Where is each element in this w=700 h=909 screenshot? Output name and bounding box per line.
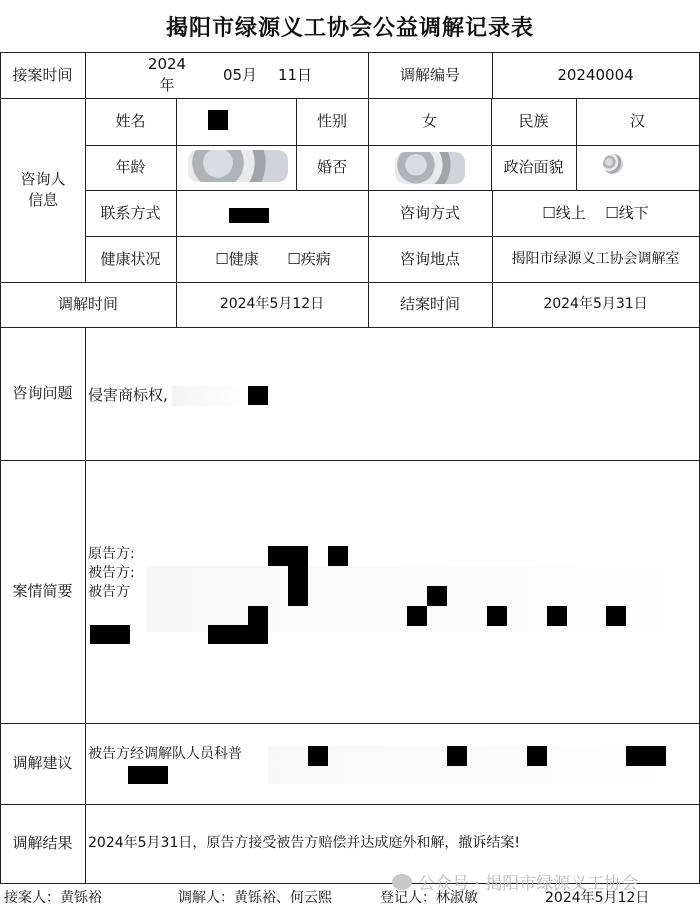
redacted-summary-11 bbox=[606, 606, 626, 626]
case-day: 11日 bbox=[277, 65, 313, 84]
name-label: 姓名 bbox=[115, 112, 146, 130]
marital-label: 婚否 bbox=[316, 158, 347, 176]
watermark-text: 公众号 · 揭阳市绿源义工协会 bbox=[418, 874, 639, 894]
location-value: 揭阳市绿源义工协会调解室 bbox=[511, 250, 680, 267]
result-label: 调解结果 bbox=[12, 834, 73, 852]
advice-fade bbox=[268, 746, 678, 784]
close-time-label: 结案时间 bbox=[399, 295, 460, 313]
ethnicity-value: 汉 bbox=[629, 112, 645, 130]
case-month: 05月 bbox=[222, 65, 258, 84]
age-label: 年龄 bbox=[115, 158, 146, 176]
issue-text: 侵害商标权, bbox=[88, 385, 168, 404]
redacted-advice-5 bbox=[128, 766, 168, 784]
blurred-marital bbox=[395, 152, 465, 184]
redacted-advice-2 bbox=[447, 746, 467, 766]
redacted-summary-9 bbox=[487, 606, 507, 626]
disease-checkbox[interactable]: ☐疾病 bbox=[287, 249, 331, 268]
healthy-checkbox[interactable]: ☐健康 bbox=[215, 249, 259, 268]
redacted-summary-1 bbox=[268, 546, 308, 566]
redacted-advice-3 bbox=[527, 746, 547, 766]
issue-fade bbox=[172, 386, 244, 406]
mediation-no: 20240004 bbox=[557, 65, 634, 84]
redacted-summary-5 bbox=[248, 606, 268, 644]
summary-label: 案情简要 bbox=[12, 582, 73, 600]
redacted-summary-3 bbox=[288, 566, 308, 606]
redacted-name bbox=[208, 110, 228, 130]
redacted-summary-7 bbox=[90, 625, 130, 644]
case-year: 2024年 bbox=[147, 55, 187, 94]
footer-date: 2024年5月12日 bbox=[545, 889, 650, 906]
redacted-summary-8 bbox=[407, 606, 427, 626]
mediation-time-value: 2024年5月12日 bbox=[219, 296, 325, 312]
summary-line-3: 被告方 bbox=[88, 584, 130, 600]
offline-checkbox[interactable]: ☐线下 bbox=[605, 203, 649, 222]
redacted-summary-10 bbox=[547, 606, 567, 626]
redacted-summary-6 bbox=[208, 625, 248, 644]
gender-label: 性别 bbox=[316, 112, 347, 130]
redacted-contact bbox=[229, 208, 269, 223]
redacted-advice-1 bbox=[308, 746, 328, 766]
gender-value: 女 bbox=[421, 112, 437, 130]
close-time-value: 2024年5月31日 bbox=[543, 296, 648, 312]
advice-label: 调解建议 bbox=[12, 754, 73, 772]
result-text: 2024年5月31日，原告方接受被告方赔偿并达成庭外和解，撤诉结案! bbox=[88, 835, 520, 851]
summary-line-2: 被告方: bbox=[88, 565, 135, 581]
redacted-summary-4 bbox=[427, 586, 447, 606]
redacted-advice-4 bbox=[626, 746, 666, 766]
consult-method-label: 咨询方式 bbox=[399, 203, 460, 222]
blurred-age bbox=[188, 150, 288, 182]
redacted-summary-2 bbox=[328, 546, 348, 566]
footer-recorder: 登记人：林淑敏 bbox=[380, 889, 478, 906]
watermark bbox=[392, 869, 638, 894]
contact-label: 联系方式 bbox=[100, 203, 161, 222]
location-label: 咨询地点 bbox=[399, 249, 460, 268]
blurred-political bbox=[603, 154, 623, 174]
mediation-no-label: 调解编号 bbox=[399, 65, 460, 84]
redacted-issue bbox=[248, 386, 268, 405]
footer-mediator: 调解人：黄铄裕、何云熙 bbox=[178, 889, 332, 906]
form-title: 揭阳市绿源义工协会公益调解记录表 bbox=[165, 15, 534, 41]
political-label: 政治面貌 bbox=[503, 158, 564, 176]
online-checkbox[interactable]: ☐线上 bbox=[542, 203, 586, 222]
footer-receiver: 接案人：黄铄裕 bbox=[4, 889, 102, 906]
issue-label: 咨询问题 bbox=[12, 384, 73, 402]
wechat-icon bbox=[392, 874, 412, 890]
advice-text: 被告方经调解队人员科普 bbox=[88, 746, 242, 762]
health-label: 健康状况 bbox=[100, 249, 161, 268]
consultant-section-label: 咨询人信息 bbox=[20, 170, 66, 209]
mediation-time-label: 调解时间 bbox=[57, 295, 118, 313]
summary-line-1: 原告方: bbox=[88, 546, 135, 562]
ethnicity-label: 民族 bbox=[518, 112, 549, 130]
case-time-label: 接案时间 bbox=[12, 65, 73, 84]
